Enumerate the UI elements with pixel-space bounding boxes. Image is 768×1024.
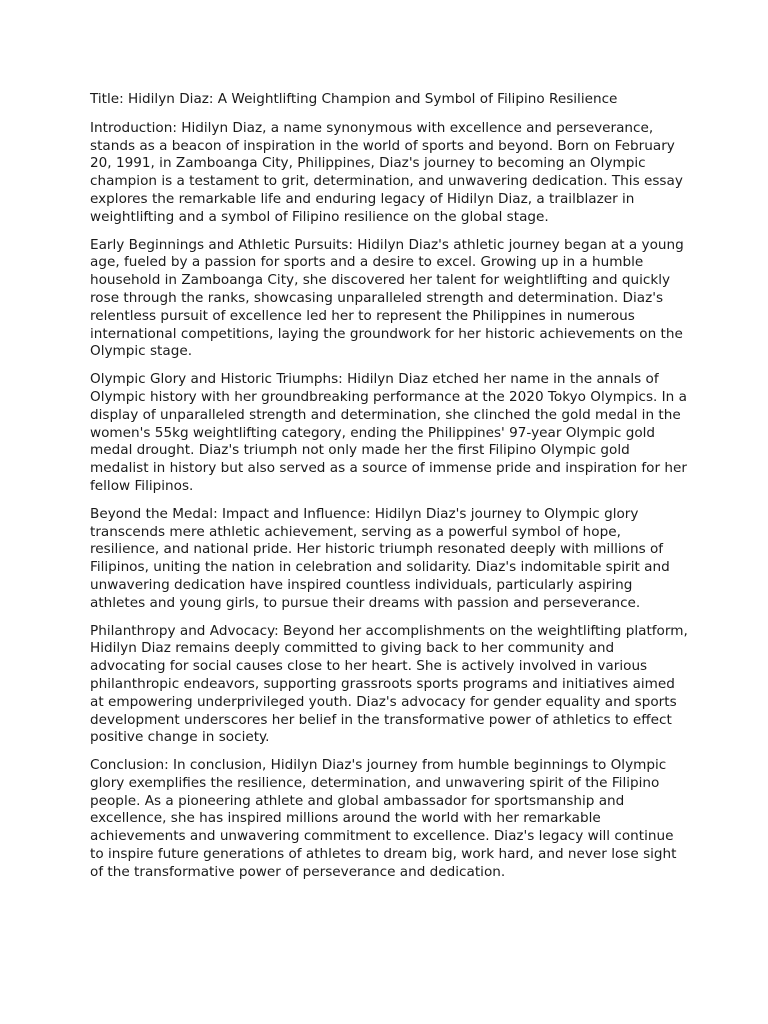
paragraph-conclusion: Conclusion: In conclusion, Hidilyn Diaz's journey from humble beginnings to Olympic glory exemplifies the resilience, determination, and unwavering spirit of the Filipino people. As a pioneering athlete and global ambassador for sportsmanship and excellence, she has inspired millions around the world with her remarkable achievements and unwavering commitment to excellence. Diaz's legacy will continue to inspire future generations of athletes to dream big, work hard, and never lose sight of the transformative power of perseverance and dedication. <box>90 757 677 880</box>
document-title: Title: Hidilyn Diaz: A Weightlifting Champion and Symbol of Filipino Resilience <box>90 91 618 107</box>
paragraph-introduction: Introduction: Hidilyn Diaz, a name synonymous with excellence and perseverance, stands as a beacon of inspiration in the world of sports and beyond. Born on February 20, 1991, in Zamboanga City, Philippines, Diaz's journey to becoming an Olympic champion is a testament to grit, determination, and unwavering dedication. This essay explores the remarkable life and enduring legacy of Hidilyn Diaz, a trailblazer in weightlifting and a symbol of Filipino resilience on the global stage. <box>90 119 683 225</box>
paragraph-olympic-glory: Olympic Glory and Historic Triumphs: Hidilyn Diaz etched her name in the annals of Olympic history with her groundbreaking performance at the 2020 Tokyo Olympics. In a display of unparalleled strength and determination, she clinched the gold medal in the women's 55kg weightlifting category, ending the Philippines' 97-year Olympic gold medal drought. Diaz's triumph not only made her the first Filipino Olympic gold medalist in history but also served as a source of immense pride and inspiration for her fellow Filipinos. <box>90 371 687 494</box>
document-page <box>90 91 690 892</box>
paragraph-beyond-the-medal: Beyond the Medal: Impact and Influence: Hidilyn Diaz's journey to Olympic glory transcends mere athletic achievement, serving as a powerful symbol of hope, resilience, and national pride. Her historic triumph resonated deeply with millions of Filipinos, uniting the nation in celebration and solidarity. Diaz's indomitable spirit and unwavering dedication have inspired countless individuals, particularly aspiring athletes and young girls, to pursue their dreams with passion and perseverance. <box>90 505 670 611</box>
paragraph-philanthropy: Philanthropy and Advocacy: Beyond her accomplishments on the weightlifting platform, Hidilyn Diaz remains deeply committed to giving back to her community and advocating for social causes close to her heart. She is actively involved in various philanthropic endeavors, supporting grassroots sports programs and initiatives aimed at empowering underprivileged youth. Diaz's advocacy for gender equality and sports development underscores her belief in the transformative power of athletics to effect positive change in society. <box>90 622 688 746</box>
paragraph-early-beginnings: Early Beginnings and Athletic Pursuits: Hidilyn Diaz's athletic journey began at a young age, fueled by a passion for sports and a desire to excel. Growing up in a humble household in Zamboanga City, she discovered her talent for weightlifting and quickly rose through the ranks, showcasing unparalleled strength and determination. Diaz's relentless pursuit of excellence led her to represent the Philippines in numerous international competitions, laying the groundwork for her historic achievements on the Olympic stage. <box>90 236 684 360</box>
